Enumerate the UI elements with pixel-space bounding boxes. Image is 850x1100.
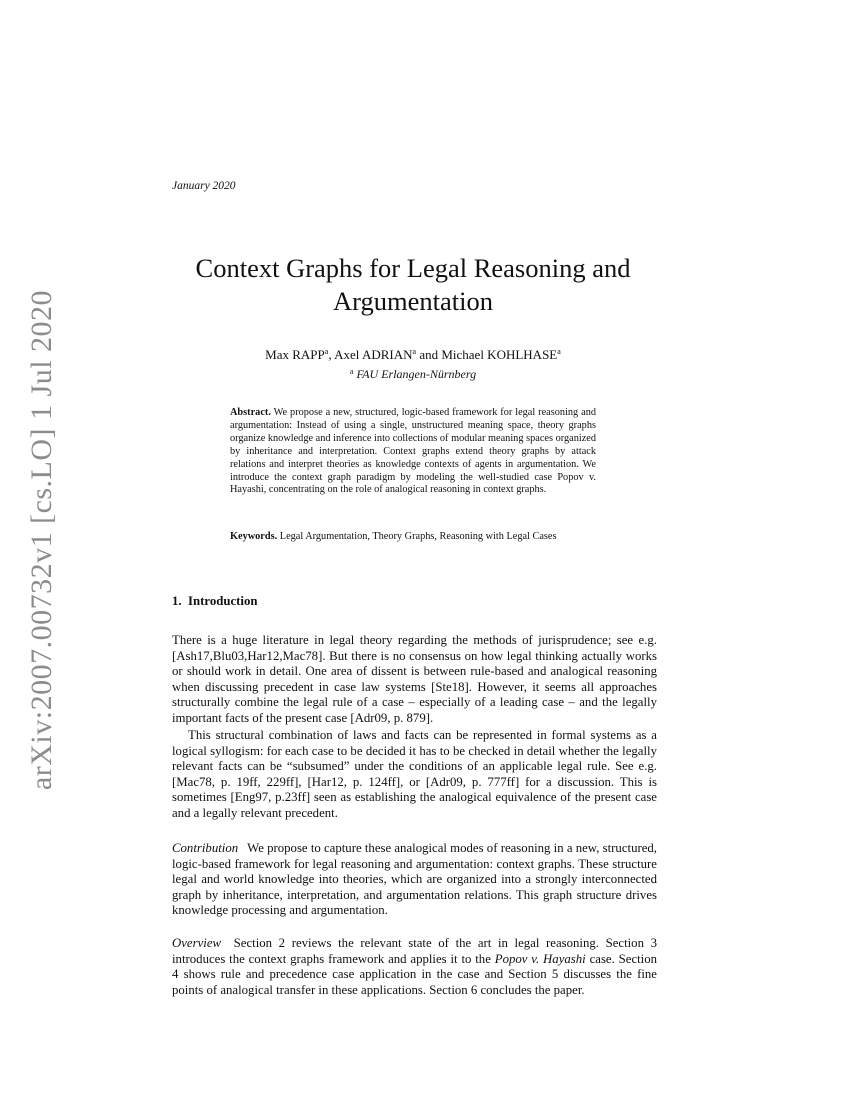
author-2-affil-mark: a <box>412 347 417 356</box>
paper-title: Context Graphs for Legal Reasoning and Argumentation <box>195 253 631 316</box>
keywords-text: Legal Argumentation, Theory Graphs, Reasoning with Legal Cases <box>279 531 557 542</box>
overview-case-name: Popov v. Hayashi <box>494 951 586 966</box>
affiliation-name: FAU Erlangen-Nürnberg <box>356 367 477 381</box>
author-3-affil-mark: a <box>557 347 561 356</box>
keywords-label: Keywords. <box>230 531 278 542</box>
arxiv-id-text: arXiv:2007.00732v1 [cs.LO] 1 Jul 2020 <box>25 289 58 791</box>
author-1-affil-mark: a <box>324 347 329 356</box>
author-list <box>150 346 676 363</box>
section-heading-introduction <box>172 594 257 609</box>
author-3: Michael KOHLHASE <box>441 347 558 362</box>
author-separator-and: and <box>416 347 442 362</box>
author-separator: , <box>328 347 335 362</box>
publication-date: January 2020 <box>172 180 236 192</box>
affiliation <box>150 367 676 382</box>
paragraph-2: This structural combination of laws and facts can be represented in formal systems as a logical syllogism: for each case to be decided it has to be checked in detail whether the legally relevant facts can be “subsumed” under the conditions of an applicable legal rule. See e.g. [Mac78, p. 19ff, 229ff], [Har12, p. 124ff], or [Adr09, p. 777ff] for a discussion. This is sometimes [Eng97, p.23ff] seen as establishing the analogical equivalence of the present case and a legally relevant precedent. <box>172 728 657 820</box>
arxiv-side-identifier <box>18 289 66 791</box>
overview-text-b: case. Section 4 shows rule and precedence case application in the case and Section 5 discusses the fine points of analogical transfer in these applications. Section 6 concludes the paper. <box>172 951 658 997</box>
section-number: 1. <box>172 594 182 608</box>
abstract-label: Abstract. <box>230 407 271 418</box>
contribution-label: Contribution <box>172 841 239 855</box>
keywords <box>230 531 596 544</box>
section-title: Introduction <box>188 594 258 608</box>
author-2: Axel ADRIAN <box>334 347 413 362</box>
overview-label: Overview <box>172 936 222 950</box>
paragraph-1: There is a huge literature in legal theory regarding the methods of jurisprudence; see e.g. [Ash17,Blu03,Har12,Mac78]. But there is no consensus on how legal thinking actually works or should work in detail. One area of dissent is between rule-based and analogical reasoning when discussing precedent in case law systems [Ste18]. However, it seems all approaches structurally combine the legal rule of a case – especially of a leading case – and the legally important facts of the present case [Adr09, p. 879]. <box>172 633 657 725</box>
paragraph-contribution <box>172 841 657 919</box>
affiliation-mark: a <box>349 367 354 376</box>
contribution-text: We propose to capture these analogical modes of reasoning in a new, structured, logic-based framework for legal reasoning and argumentation: context graphs. These structure legal and world knowledge into theories, which are organized into a strongly interconnected graph by inheritance, interpretation, and argumentation relations. This graph structure drives knowledge processing and argumentation. <box>172 841 658 917</box>
paragraph-overview <box>172 936 657 998</box>
overview-text-a: Section 2 reviews the relevant state of the art in legal reasoning. Section 3 introduces the context graphs framework and applies it to the <box>172 936 657 966</box>
author-1: Max RAPP <box>265 347 325 362</box>
abstract-text: We propose a new, structured, logic-based framework for legal reasoning and argumentation: Instead of using a single, unstructured meaning space, theory graphs organize knowledge and inference into collections of modular meaning spaces organized by inheritance and interpretation. Context graphs extend theory graphs by attack relations and interpret theories as knowledge contexts of agents in argumentation. We introduce the context graph paradigm by modeling the well-studied case Popov v. Hayashi, concentrating on the role of analogical reasoning in context graphs. <box>230 407 596 496</box>
abstract <box>230 407 596 497</box>
